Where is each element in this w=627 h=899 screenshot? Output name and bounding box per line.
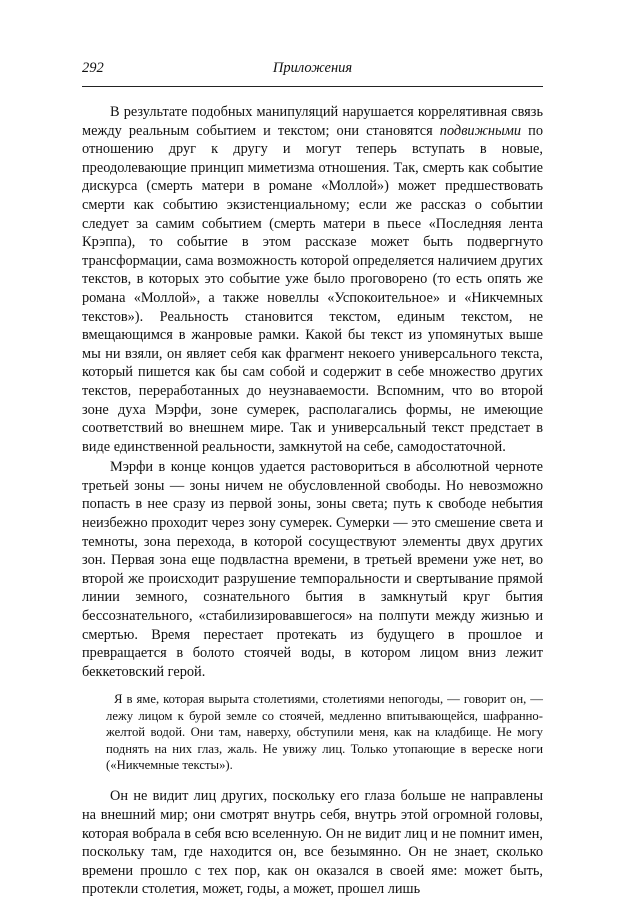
paragraph-1-part-2: по отношению друг к другу и могут теперь вступать в новые, преодолевающие принцип миметизма отношения. Так, смерть как событие дискурса (смерть матери в романе «Моллой») может предшествовать смерти как событию экзистенциальному; если же рассказ о событии следует за самим событием (смерть матери в пьесе «Последняя лента Крэппа), то событие в этом рассказе может быть подвергнуто трансформации, сама возможность которой определяется наличием других текстов, в которых это событие уже было проговорено (то есть опять же романа «Моллой», а также новеллы «Успокоительное» и «Никчемных текстов»). Реальность становится текстом, единым текстом, не вмещающимся в жанровые рамки. Какой бы текст из упомянутых выше мы ни взяли, он являет себя как фрагмент некоего универсального текста, который пишется как бы сам собой и содержит в себе множество других текстов, переработанных до неузнаваемости. Вспомним, что во второй зоне духа Мэрфи, зоне сумерек, располагались формы, не имеющие соответствий во внешнем мире. Так и универсальный текст предстает в виде единственной реальности, замкнутой на себе, самодостаточной. (82, 122, 543, 455)
paragraph-3: Он не видит лиц других, поскольку его глаза больше не направлены на внешний мир; они смотрят внутрь себя, внутрь этой огромной головы, которая вобрала в себя всю вселенную. Он не видит лиц и не помнит имен, поскольку там, где находится он, все безымянно. Он не знает, сколько времени прошло с тех пор, как он оказался в своей яме: может быть, протекли столетия, может, годы, а может, прошел лишь (82, 788, 543, 898)
block-quote: Я в яме, которая вырыта столетиями, столетиями непогоды, — говорит он, — лежу лицом к бурой земле со стоячей, медленно впитывающейся, шафранно-желтой водой. Они там, наверху, обступили меня, как на кладбище. Не могу поднять на них глаз, жаль. Не увижу лиц. Только утопающие в вереске ноги («Никчемные тексты»). (106, 692, 543, 773)
emphasis-podvizhnymi: подвижными (439, 122, 522, 139)
paragraph-1-part-1: В результате подобных манипуляций нарушается коррелятивная связь между реальным событием и текстом; они становятся (82, 104, 543, 139)
running-header (82, 58, 543, 82)
page-number: 292 (82, 60, 104, 76)
book-page (82, 58, 543, 899)
header-rule (82, 86, 543, 87)
paragraph-1 (82, 103, 543, 456)
paragraph-2: Мэрфи в конце концов удается растовориться в абсолютной черноте третьей зоны — зоны ничем не обусловленной свободы. Но невозможно попасть в нее сразу из первой зоны, зоны света; путь к свободе небытия неизбежно проходит через зону сумерек. Сумерки — это смешение света и темноты, зона перехода, в которой сосуществуют элементы двух других зон. Первая зона еще подвластна времени, в третьей времени уже нет, во второй же происходит разрушение темпоральности и свертывание прямой линии земного, сознательного бытия в замкнутый круг бытия бессознательного, «стабилизировавшегося» на полпути между жизнью и смертью. Время перестает протекать из будущего в прошлое и превращается в болото стоячей воды, в котором лицом вниз лежит беккетовский герой. (82, 459, 543, 680)
running-title: Приложения (272, 60, 353, 76)
main-text (82, 103, 543, 899)
